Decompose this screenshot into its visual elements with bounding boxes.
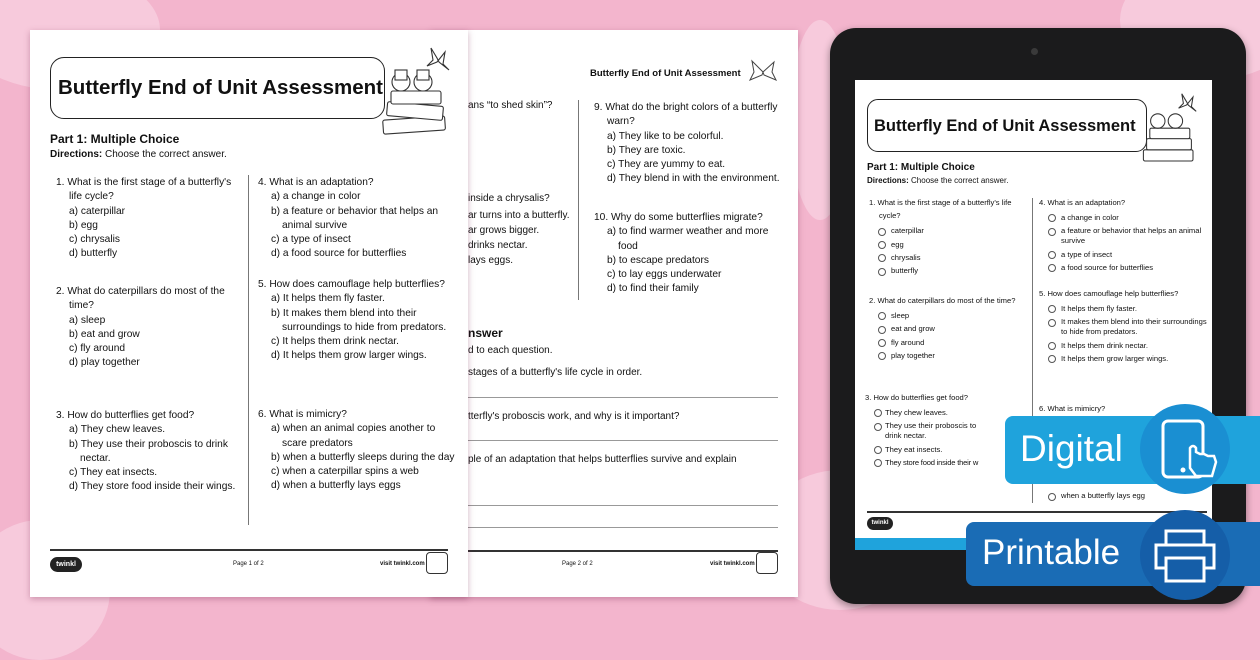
answer-option: d) play together [69,357,140,369]
partial-question-text: lays eggs. [468,255,514,266]
directions [50,149,227,160]
answer-option: b) when a butterfly sleeps during the day [271,451,455,463]
twinkl-logo: twinkl [50,557,82,572]
column-divider [578,100,579,300]
partial-question-text: drinks nectar. [468,240,528,251]
answer-option[interactable]: a feature or behavior that helps an animal survive [1039,226,1207,246]
butterfly-icon [748,58,778,86]
answer-option[interactable]: They use their proboscis to drink nectar. [865,421,987,441]
answer-option[interactable]: It makes them blend into their surroundings to hide from predators. [1039,317,1207,337]
footer-site: visit twinkl.com [710,561,755,567]
directions [867,176,1008,185]
question [865,391,987,471]
answer-option: c) a type of insect [271,234,351,246]
answer-option: c) It helps them drink nectar. [271,336,399,348]
question-text: 6. What is mimicry? [258,409,347,420]
printable-label: Printable [982,533,1121,572]
answer-option: d) when a butterfly lays eggs [271,480,401,492]
short-answer-question: stages of a butterfly's life cycle in order. [468,367,643,378]
question-text: 1. What is the first stage of a butterfly's life cycle? [56,177,232,203]
answer-option: d) They store food inside their wings. [69,481,236,493]
answer-option[interactable]: play together [869,351,1029,361]
question-text: 4. What is an adaptation? [258,177,374,188]
answer-option: b) eat and grow [69,328,140,340]
question [1039,287,1207,367]
partial-question-text: inside a chrysalis? [468,193,550,204]
answer-option: a) when an animal copies another to scare predators [271,423,436,449]
digital-label: Digital [1020,428,1123,469]
twinkl-logo: twinkl [867,517,893,530]
answer-option[interactable]: butterfly [869,266,1029,276]
question-text: 9. What do the bright colors of a butterfly warn? [594,102,778,128]
tablet-worksheet-title: Butterfly End of Unit Assessment [874,117,1136,135]
question-text: 1. What is the first stage of a butterfly's life cycle? [869,198,1012,221]
worksheet-page-2 [430,30,798,597]
directions-text: Choose the correct answer. [911,176,1009,185]
answer-option: a) It helps them fly faster. [271,293,385,305]
answer-option[interactable]: a food source for butterflies [1039,263,1207,273]
question-text: 10. Why do some butterflies migrate? [594,212,763,223]
footer-line [50,549,448,551]
answer-option[interactable]: It helps them fly faster. [1039,304,1207,314]
answer-option[interactable]: chrysalis [869,253,1029,263]
question [56,409,244,495]
page2-header: Butterfly End of Unit Assessment [590,68,741,79]
part1-heading: Part 1: Multiple Choice [50,132,180,146]
answer-line [468,527,778,528]
footer-line [867,511,1207,513]
question [258,408,456,494]
tablet-camera [1031,48,1038,55]
question-text: 5. How does camouflage help butterflies? [258,279,445,290]
page-number: Page 2 of 2 [562,561,593,567]
answer-option: c) fly around [69,343,126,355]
answer-option: b) They are toxic. [607,144,686,156]
part2-directions: d to each question. [468,345,553,356]
answer-option: b) It makes them blend into their surroundings to hide from predators. [271,307,447,333]
answer-line [468,440,778,441]
answer-option: c) They are yummy to eat. [607,159,726,171]
question-text: 3. How do butterflies get food? [865,393,969,402]
directions-text: Choose the correct answer. [105,149,227,160]
answer-option: a) sleep [69,314,106,326]
directions-label: Directions: [867,176,909,185]
answer-option: c) to lay eggs underwater [607,269,722,281]
answer-option[interactable]: a change in color [1039,213,1207,223]
short-answer-question: tterfly's proboscis work, and why is it important? [468,411,680,422]
column-divider [248,175,249,525]
tablet-touch-icon [1160,418,1220,484]
footer-line [450,550,778,552]
answer-option[interactable]: a type of insect [1039,250,1207,260]
answer-option: d) It helps them grow larger wings. [271,350,427,362]
question-text: 4. What is an adaptation? [1039,198,1126,207]
answer-option[interactable]: sleep [869,311,1029,321]
answer-option: d) They blend in with the environment. [607,173,780,185]
answer-option[interactable]: eat and grow [869,324,1029,334]
answer-option[interactable]: when a butterfly lays egg [1039,491,1207,501]
directions-label: Directions: [50,149,103,160]
quality-badge [426,552,448,574]
question-text: 3. How do butterflies get food? [56,410,195,421]
answer-option: a) to find warmer weather and more food [607,226,769,252]
answer-option[interactable]: It helps them grow larger wings. [1039,354,1207,364]
books-binoculars-illustration [375,46,465,138]
answer-option[interactable]: egg [869,240,1029,250]
answer-option: d) a food source for butterflies [271,248,407,260]
partial-question-text: ans “to shed skin”? [468,100,553,111]
answer-option: b) They use their proboscis to drink nectar. [69,438,228,464]
answer-option: b) to escape predators [607,254,709,266]
answer-option[interactable]: They eat insects. [865,445,987,455]
books-binoculars-illustration [1137,92,1209,166]
short-answer-question: ple of an adaptation that helps butterflies survive and explain [468,454,737,465]
answer-option: a) caterpillar [69,205,126,217]
question-text: 2. What do caterpillars do most of the time? [869,296,1016,305]
question [594,101,784,187]
answer-option: d) butterfly [69,248,118,260]
answer-option[interactable]: fly around [869,338,1029,348]
answer-option[interactable]: They store food inside their w [865,458,987,468]
answer-option: c) chrysalis [69,234,120,246]
question [594,211,784,297]
part1-heading: Part 1: Multiple Choice [867,162,975,173]
question [258,176,456,262]
question-text: 6. What is mimicry? [1039,404,1106,413]
partial-question-text: ar turns into a butterfly. [468,210,570,221]
question [869,294,1029,364]
answer-option[interactable]: It helps them drink nectar. [1039,341,1207,351]
printer-icon [1152,528,1218,584]
answer-option[interactable]: They chew leaves. [865,408,987,418]
answer-line [468,505,778,506]
answer-option: a) They chew leaves. [69,424,166,436]
page-number: Page 1 of 2 [233,561,264,567]
question [56,176,244,262]
answer-line [468,397,778,398]
question [258,278,456,364]
quality-badge [756,552,778,574]
answer-option: d) to find their family [607,283,699,295]
part2-heading: nswer [468,326,503,340]
partial-question-text: ar grows bigger. [468,225,540,236]
answer-option: a) They like to be colorful. [607,130,724,142]
answer-option: b) egg [69,219,98,231]
footer-site: visit twinkl.com [380,561,425,567]
question-text: 5. How does camouflage help butterflies? [1039,289,1179,298]
worksheet-page-1 [30,30,468,597]
answer-option: b) a feature or behavior that helps an animal survive [271,205,439,231]
question [869,196,1029,280]
answer-option: c) when a caterpillar spins a web [271,466,419,478]
worksheet-title: Butterfly End of Unit Assessment [58,76,384,99]
answer-option[interactable]: caterpillar [869,226,1029,236]
question [56,285,244,371]
question [1039,196,1207,276]
question-text: 2. What do caterpillars do most of the time? [56,286,225,312]
answer-option: c) They eat insects. [69,467,158,479]
answer-option: a) a change in color [271,191,361,203]
